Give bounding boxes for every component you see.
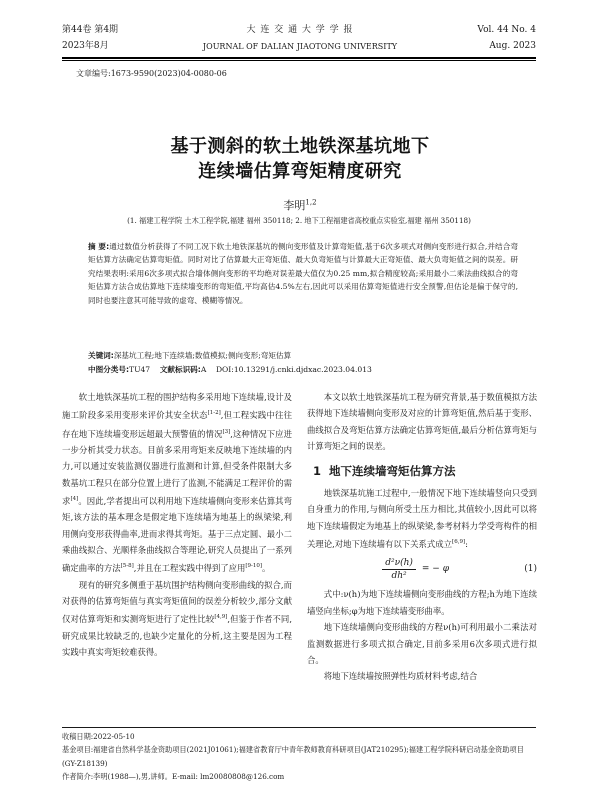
keywords-text: 深基坑工程;地下连续墙;数值模拟;侧向变形;弯矩估算 <box>113 351 292 360</box>
equation-denominator: dh² <box>391 570 407 581</box>
left-column <box>62 389 292 660</box>
abstract-label: 摘 要: <box>88 242 110 251</box>
intro-paragraph-1: 软土地铁深基坑工程的围护结构多采用地下连续墙,设计及施工阶段多采用变形来评价其安全状态[1-2],但工程实践中往往存在地下连续墙变形远超最大预警值的情况[3],这种情况下应进一步分析其受力状态。目前多采用弯矩来反映地下连续墙的内力,可以通过安装监测仪器进行监测和计算,但受条件限制大多数基坑工程只在部分位置上进行了监测,不能满足工程评价的需求[4]。因此,学者提出可以利用地下连续墙侧向变形来估算其弯矩,该方法的基本理念是假定地下连续墙为地基上的纵梁梁,利用侧向变形获得曲率,进而求得其弯矩。基于三点定圆、最小二乘曲线拟合、光顺样条曲线拟合等理论,研究人员提出了一系列确定曲率的方法[5-8],并且在工程实践中得到了应用[9-10]。 <box>62 392 293 574</box>
header-vol-issue-en: Vol. 44 No. 4 <box>477 25 536 35</box>
abstract <box>88 240 518 307</box>
section-title: 地下连续墙弯矩估算方法 <box>329 463 456 478</box>
equation-numerator: d²ν(h) <box>382 557 416 570</box>
author-name: 李明 <box>283 199 306 212</box>
clc-label: 中图分类号: <box>88 365 130 374</box>
header-journal-cn: 大 连 交 通 大 学 学 报 <box>246 25 354 35</box>
article-id: 文章编号:1673-9590(2023)04-0080-06 <box>76 69 227 78</box>
footnotes <box>62 730 536 784</box>
header-date-en: Aug. 2023 <box>489 41 536 51</box>
footnote-received: 收稿日期:2022-05-10 <box>62 732 135 741</box>
footnote-rule <box>62 727 536 728</box>
right-paragraph-2: 地铁深基坑施工过程中,一般情况下地下连续墙竖向只受到自身重力的作用,与侧向所受土压力相比,其值较小,因此可以将地下连续墙假定为地基上的纵梁梁,参考材料力学受弯构件的相关理论,对地下连续墙有以下关系式成立[6,9]: <box>307 488 537 550</box>
right-paragraph-1: 本文以软土地铁深基坑工程为研究背景,基于数值模拟方法获得地下连续墙侧向变形及对应的计算弯矩值,然后基于变形、曲线拟合及弯矩估算方法确定估算弯矩值,最后分析估算弯矩与计算弯矩之间的误差。 <box>307 392 537 452</box>
affiliation: (1. 福建工程学院 土木工程学院,福建 福州 350118; 2. 地下工程福建省高校重点实验室,福建 福州 350118) <box>127 216 471 225</box>
right-column <box>307 389 537 685</box>
header-vol-issue-cn: 第44卷 第4期 <box>62 25 119 35</box>
footnote-fund: 基金项目:福建省自然科学基金资助项目(2021J01061);福建省教育厅中青年教师教育科研项目(JAT210295);福建工程学院科研启动基金资助项目(GY-Z18139) <box>62 745 524 768</box>
header-date-cn: 2023年8月 <box>62 41 109 51</box>
classification <box>88 363 518 376</box>
section-number: 1 <box>313 463 322 478</box>
footnote-author-bio: 作者简介:李明(1988—),男,讲师。E-mail: lm20080808@126.com <box>62 772 285 782</box>
equation-label: (1) <box>524 564 537 575</box>
clc-value: TU47 <box>129 365 151 374</box>
author-sup: 1,2 <box>305 198 317 207</box>
doc-code-label: 文献标识码: <box>159 365 201 374</box>
doi: DOI:10.13291/j.cnki.djdxac.2023.04.013 <box>215 365 372 374</box>
title-line-2: 连续墙估算弯矩精度研究 <box>198 161 402 182</box>
author <box>0 197 600 213</box>
header-rule-thin <box>62 60 536 61</box>
intro-paragraph-2: 现有的研究多侧重于基坑围护结构侧向变形曲线的拟合,而对获得的估算弯矩值与真实弯矩值间的误差分析较少,部分文献仅对估算弯矩和实测弯矩进行了定性比较[4,9],但鉴于作者不同,研究成果比较缺乏的,也缺少定量化的分析,这主要是因为工程实践中真实弯矩较难获得。 <box>62 579 293 658</box>
header-rule <box>62 57 536 59</box>
abstract-text: 通过数值分析获得了不同工况下软土地铁深基坑的侧向变形值及计算弯矩值,基于6次多项式对侧向变形进行拟合,并结合弯矩估算方法确定估算弯矩值。同时对比了估算最大正弯矩值、最大负弯矩值与计算最大正弯矩值、最大负弯矩值之间的误差。研究结果表明:采用6次多项式拟合墙体侧向变形的平均绝对误差最大值仅为0.25 mm,拟合精度较高;采用最小二乘法曲线拟合的弯矩估算方法合成估算地下连续墙变形的弯矩值,平均高估4.5%左右,因此可以采用估算弯矩值进行安全预警,但估论是偏于保守的,同时也要注意其可能导致的虚弯、模糊等情况。 <box>88 242 518 305</box>
title-line-1: 基于测斜的软土地铁深基坑地下 <box>170 136 430 157</box>
equation-rhs: = − φ <box>421 564 450 575</box>
equation-fraction <box>382 557 416 582</box>
keywords <box>88 349 518 362</box>
equation-1 <box>307 554 537 584</box>
keywords-label: 关键词: <box>88 351 114 360</box>
section-heading <box>313 463 537 479</box>
right-paragraph-5: 将地下连续墙按照弹性均质材料考虑,结合 <box>323 671 478 682</box>
header-journal-en: JOURNAL OF DALIAN JIAOTONG UNIVERSITY <box>202 42 398 51</box>
doc-code-value: A <box>200 365 207 374</box>
right-paragraph-3: 式中:ν(h)为地下连续墙侧向变形曲线的方程;h为地下连续墙竖向坐标;φ为地下连续墙变形曲率。 <box>307 589 537 616</box>
right-paragraph-4: 地下连续墙侧向变形曲线的方程ν(h)可利用最小二乘法对监测数据进行多项式拟合确定,目前多采用6次多项式进行拟合。 <box>307 622 537 666</box>
